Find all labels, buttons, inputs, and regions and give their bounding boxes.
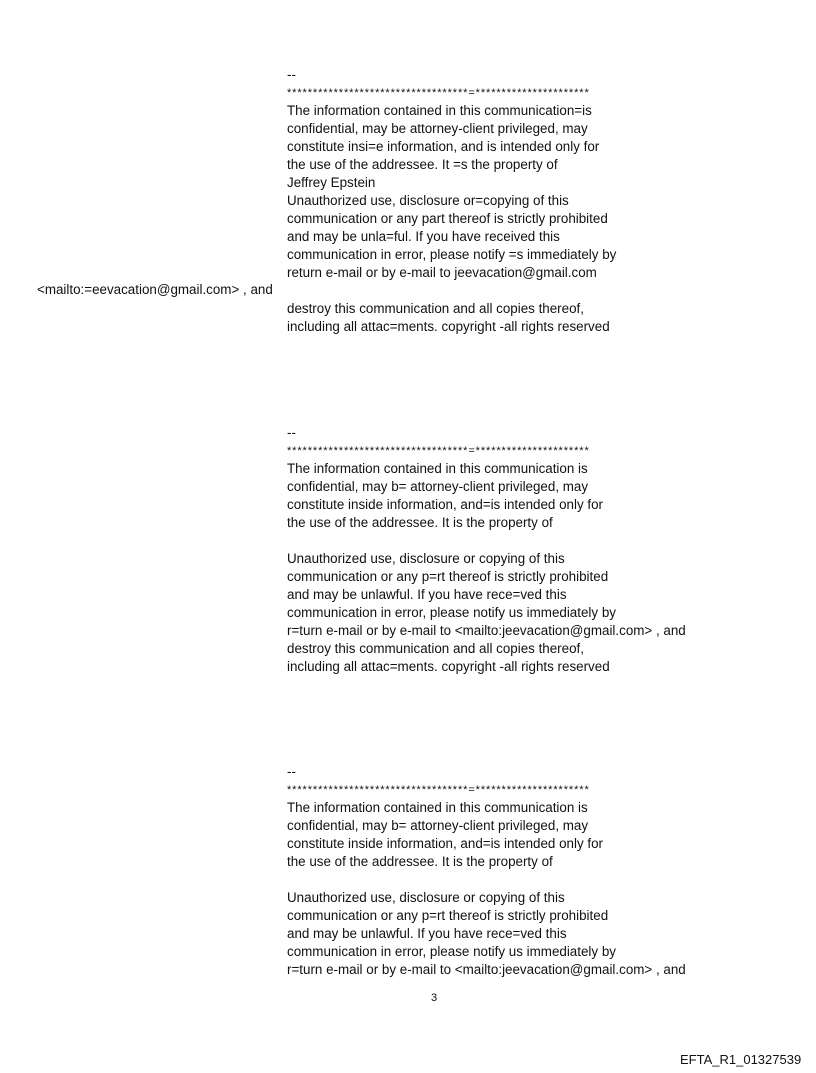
text-line: destroy this communication and all copies thereof, <box>287 641 584 656</box>
separator-dash: -- <box>287 67 296 82</box>
text-line: confidential, may b= attorney-client privileged, may <box>287 818 589 833</box>
text-line: including all attac=ments. copyright -all rights reserved <box>287 659 610 674</box>
separator-stars: ***********************************=********************** <box>287 445 590 457</box>
separator-stars: ***********************************=********************** <box>287 784 590 796</box>
text-line: confidential, may b= attorney-client privileged, may <box>287 479 589 494</box>
text-line: communication in error, please notify us immediately by <box>287 944 616 959</box>
text-line: and may be unlawful. If you have rece=ved this <box>287 926 567 941</box>
text-line: constitute inside information, and=is intended only for <box>287 836 603 851</box>
page-number: 3 <box>431 992 438 1004</box>
disclaimer-block-3 <box>287 763 686 979</box>
disclaimer-block-2 <box>287 424 686 676</box>
text-line: Unauthorized use, disclosure or copying of this <box>287 890 565 905</box>
text-line: and may be unlawful. If you have rece=ved this <box>287 587 567 602</box>
text-line: return e-mail or by e-mail to jeevacation@gmail.com <box>287 265 597 280</box>
text-line: communication or any p=rt thereof is strictly prohibited <box>287 908 609 923</box>
text-line: communication in error, please notify =s immediately by <box>287 247 617 262</box>
text-line: The information contained in this communication is <box>287 461 588 476</box>
text-line: constitute inside information, and=is intended only for <box>287 497 603 512</box>
text-line: Unauthorized use, disclosure or=copying of this <box>287 193 569 208</box>
text-line: constitute insi=e information, and is intended only for <box>287 139 600 154</box>
text-line: communication in error, please notify us immediately by <box>287 605 616 620</box>
text-line: the use of the addressee. It is the property of <box>287 854 553 869</box>
text-line: r=turn e-mail or by e-mail to <mailto:jeevacation@gmail.com> , and <box>287 962 686 977</box>
text-line: including all attac=ments. copyright -all rights reserved <box>287 319 610 334</box>
text-line: The information contained in this communication=is <box>287 103 592 118</box>
text-line: Unauthorized use, disclosure or copying of this <box>287 551 565 566</box>
text-line: and may be unla=ful. If you have received this <box>287 229 560 244</box>
text-line <box>287 532 686 550</box>
text-line: The information contained in this communication is <box>287 800 588 815</box>
text-line: the use of the addressee. It is the property of <box>287 515 553 530</box>
text-line: r=turn e-mail or by e-mail to <mailto:jeevacation@gmail.com> , and <box>287 623 686 638</box>
outdented-mailto-line: <mailto:=eevacation@gmail.com> , and <box>37 282 273 297</box>
text-line: communication or any p=rt thereof is strictly prohibited <box>287 569 609 584</box>
document-id-footer: EFTA_R1_01327539 <box>680 1052 802 1067</box>
text-line: confidential, may be attorney-client privileged, may <box>287 121 588 136</box>
text-line: destroy this communication and all copies thereof, <box>287 301 584 316</box>
disclaimer-block-1 <box>287 66 616 336</box>
separator-stars: ***********************************=********************** <box>287 87 590 99</box>
text-line <box>287 871 686 889</box>
text-line: Jeffrey Epstein <box>287 175 376 190</box>
text-line: communication or any part thereof is strictly prohibited <box>287 211 608 226</box>
separator-dash: -- <box>287 764 296 779</box>
separator-dash: -- <box>287 425 296 440</box>
text-line: the use of the addressee. It =s the property of <box>287 157 558 172</box>
